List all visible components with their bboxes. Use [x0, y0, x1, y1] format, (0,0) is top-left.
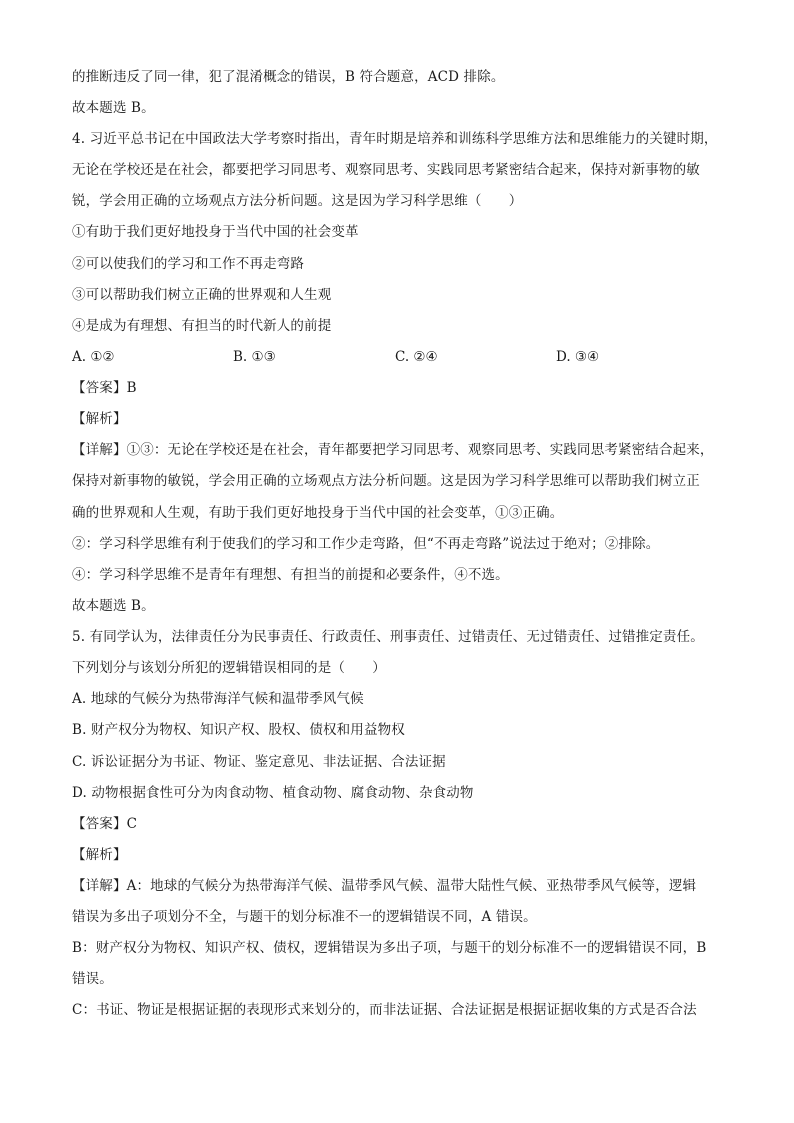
statement-3: ③可以帮助我们树立正确的世界观和人生观	[72, 287, 332, 303]
text-line: 故本题选 B。	[72, 100, 155, 116]
detail-line: 【详解】A：地球的气候分为热带海洋气候、温带季风气候、温带大陆性气候、亚热带季风气候等，逻辑	[72, 878, 697, 894]
question-4-stem: 锐，学会用正确的立场观点方法分析问题。这是因为学习科学思维（ ）	[72, 193, 523, 209]
statement-1: ①有助于我们更好地投身于当代中国的社会变革	[72, 224, 359, 240]
statement-4: ④是成为有理想、有担当的时代新人的前提	[72, 318, 332, 334]
detail-line: 错误为多出子项划分不全，与题干的划分标准不一的逻辑错误不同，A 错误。	[72, 909, 537, 925]
detail-line: 保持对新事物的敏锐，学会用正确的立场观点方法分析问题。这是因为学习科学思维可以帮助我们树立正	[72, 473, 700, 489]
detail-line: C：书证、物证是根据证据的表现形式来划分的，而非法证据、合法证据是根据证据收集的方式是否合法	[72, 1002, 697, 1018]
detail-line: ②：学习科学思维有利于使我们的学习和工作少走弯路，但“不再走弯路”说法过于绝对；②排除。	[72, 536, 660, 552]
detail-line: B：财产权分为物权、知识产权、债权，逻辑错误为多出子项，与题干的划分标准不一的逻辑错误不同，B	[72, 940, 707, 956]
question-5-stem: 下列划分与该划分所犯的逻辑错误相同的是（ ）	[72, 660, 386, 676]
option-c: C. 诉讼证据分为书证、物证、鉴定意见、非法证据、合法证据	[72, 754, 446, 770]
option-d: D. 动物根据食性可分为肉食动物、植食动物、腐食动物、杂食动物	[72, 785, 474, 801]
detail-line: 错误。	[72, 971, 113, 987]
option-d: D. ③④	[556, 349, 600, 365]
detail-line: ④：学习科学思维不是青年有理想、有担当的前提和必要条件，④不选。	[72, 567, 509, 583]
question-5-stem: 5. 有同学认为，法律责任分为民事责任、行政责任、刑事责任、过错责任、无过错责任、过错推定责任。	[72, 629, 704, 645]
text-line: 的推断违反了同一律，犯了混淆概念的错误，B 符合题意，ACD 排除。	[72, 69, 505, 85]
option-c: C. ②④	[395, 349, 438, 365]
answer-label: 【答案】C	[72, 816, 138, 832]
text-line: 故本题选 B。	[72, 598, 155, 614]
question-4-stem: 无论在学校还是在社会，都要把学习同思考、观察同思考、实践同思考紧密结合起来，保持对新事物的敏	[72, 162, 700, 178]
analysis-label: 【解析】	[72, 847, 127, 863]
answer-label: 【答案】B	[72, 380, 137, 396]
option-a: A. ①②	[72, 349, 115, 365]
statement-2: ②可以使我们的学习和工作不再走弯路	[72, 256, 305, 272]
question-4-stem: 4. 习近平总书记在中国政法大学考察时指出，青年时期是培养和训练科学思维方法和思维能力的关键时期，	[72, 131, 718, 147]
detail-line: 确的世界观和人生观，有助于我们更好地投身于当代中国的社会变革，①③正确。	[72, 505, 564, 521]
option-b: B. ①③	[233, 349, 276, 365]
detail-line: 【详解】①③：无论在学校还是在社会，青年都要把学习同思考、观察同思考、实践同思考紧密结合起来，	[72, 442, 714, 458]
option-b: B. 财产权分为物权、知识产权、股权、债权和用益物权	[72, 722, 405, 738]
analysis-label: 【解析】	[72, 411, 127, 427]
question-4-options	[72, 347, 722, 367]
option-a: A. 地球的气候分为热带海洋气候和温带季风气候	[72, 691, 364, 707]
